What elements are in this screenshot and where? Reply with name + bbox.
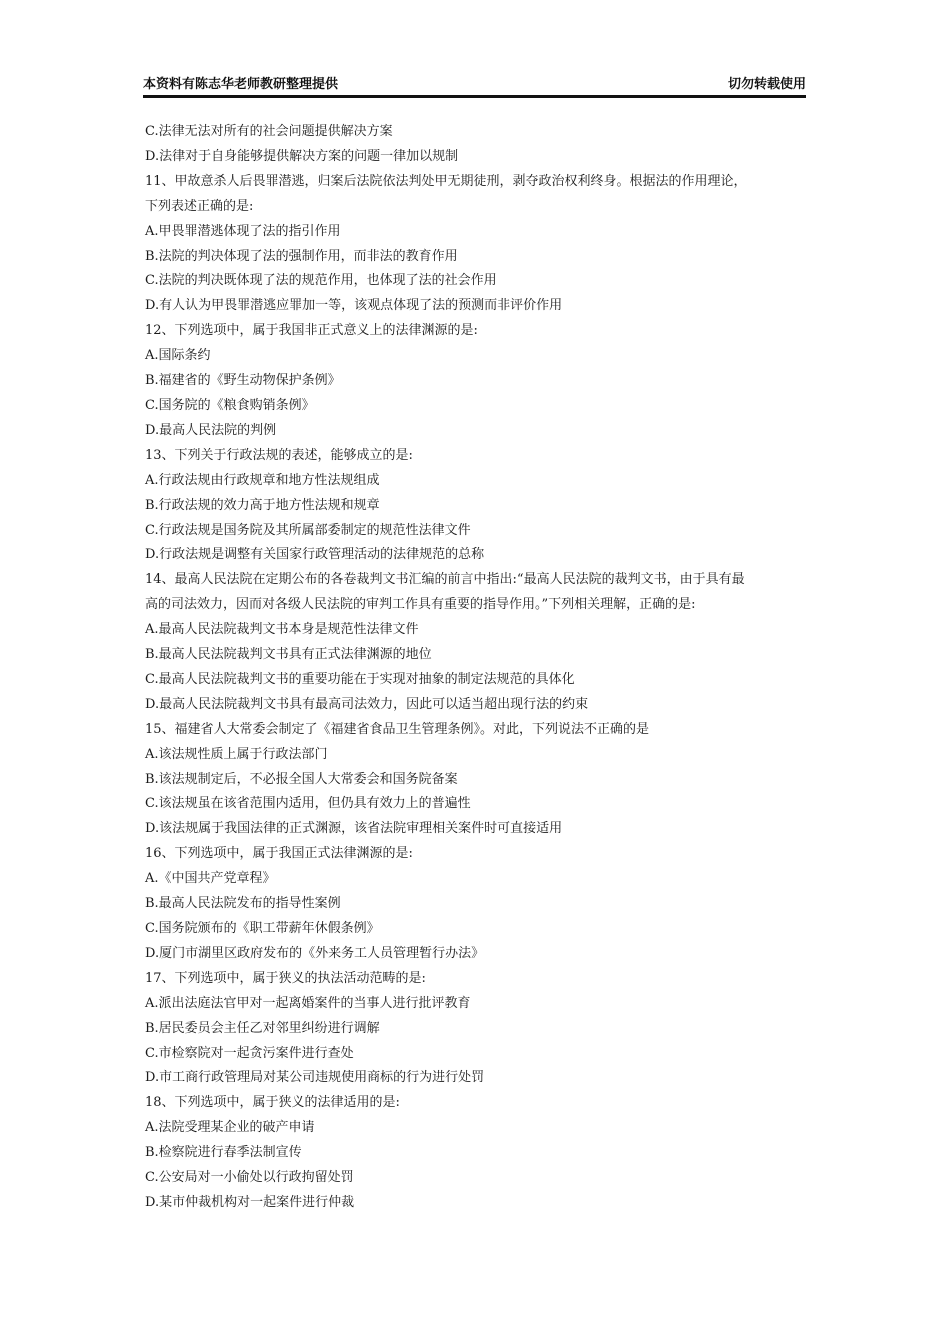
header-divider	[143, 95, 806, 98]
text-line: B.居民委员会主任乙对邻里纠纷进行调解	[145, 1020, 380, 1036]
text-line: B.法院的判决体现了法的强制作用，而非法的教育作用	[145, 248, 458, 264]
text-line: D.最高人民法院裁判文书具有最高司法效力，因此可以适当超出现行法的约束	[145, 696, 589, 712]
text-line: A.派出法庭法官甲对一起离婚案件的当事人进行批评教育	[145, 995, 471, 1011]
text-line: D.法律对于自身能够提供解决方案的问题一律加以规制	[145, 148, 459, 164]
document-body	[145, 120, 810, 1216]
text-line: C.市检察院对一起贪污案件进行查处	[145, 1045, 354, 1061]
text-line: 14、最高人民法院在定期公布的各卷裁判文书汇编的前言中指出:“最高人民法院的裁判文书，由于具有最	[145, 572, 745, 588]
text-line: B.该法规制定后，不必报全国人大常委会和国务院备案	[145, 771, 458, 787]
text-line: A.该法规性质上属于行政法部门	[145, 746, 328, 762]
text-line: D.该法规属于我国法律的正式渊源，该省法院审理相关案件时可直接适用	[145, 821, 563, 837]
text-line: D.最高人民法院的判例	[145, 422, 277, 438]
text-line: C.法院的判决既体现了法的规范作用，也体现了法的社会作用	[145, 273, 497, 289]
text-line: D.厦门市湖里区政府发布的《外来务工人员管理暂行办法》	[145, 945, 485, 961]
text-line: 下列表述正确的是:	[145, 198, 254, 214]
text-line: C.国务院的《粮食购销条例》	[145, 397, 315, 413]
text-line: A.最高人民法院裁判文书本身是规范性法律文件	[145, 622, 419, 638]
text-line: B.福建省的《野生动物保护条例》	[145, 373, 341, 389]
header-right-text: 切勿转载使用	[727, 77, 806, 92]
text-line: C.最高人民法院裁判文书的重要功能在于实现对抽象的制定法规范的具体化	[145, 671, 575, 687]
text-line: 11、甲故意杀人后畏罪潜逃，归案后法院依法判处甲无期徒刑，剥夺政治权利终身。根据法的作用理论，	[145, 173, 747, 189]
text-line: C.行政法规是国务院及其所属部委制定的规范性法律文件	[145, 522, 471, 538]
text-line: B.检察院进行春季法制宣传	[145, 1145, 302, 1161]
text-line: 17、下列选项中，属于狭义的执法活动范畴的是:	[145, 970, 426, 986]
text-line: A.国际条约	[145, 348, 211, 364]
text-line: A.甲畏罪潜逃体现了法的指引作用	[145, 223, 341, 239]
text-line: B.行政法规的效力高于地方性法规和规章	[145, 497, 380, 513]
text-line: C.法律无法对所有的社会问题提供解决方案	[145, 124, 393, 139]
text-line: A.行政法规由行政规章和地方性法规组成	[145, 472, 380, 488]
text-line: A.《中国共产党章程》	[145, 871, 276, 887]
text-line: C.该法规虽在该省范围内适用，但仍具有效力上的普遍性	[145, 796, 471, 812]
text-line: 16、下列选项中，属于我国正式法律渊源的是:	[145, 846, 413, 862]
text-line: C.国务院颁布的《职工带薪年休假条例》	[145, 921, 380, 936]
text-line: D.有人认为甲畏罪潜逃应罪加一等，该观点体现了法的预测而非评价作用	[145, 298, 563, 314]
text-line: A.法院受理某企业的破产申请	[145, 1120, 315, 1136]
text-line: 15、福建省人大常委会制定了《福建省食品卫生管理条例》。对此，下列说法不正确的是	[145, 721, 650, 737]
text-line: 18、下列选项中，属于狭义的法律适用的是:	[145, 1095, 400, 1111]
page-header	[143, 72, 806, 92]
text-line: 高的司法效力，因而对各级人民法院的审判工作具有重要的指导作用。”下列相关理解，正确的是:	[145, 597, 696, 613]
text-line: D.行政法规是调整有关国家行政管理活动的法律规范的总称	[145, 547, 485, 563]
text-line: B.最高人民法院发布的指导性案例	[145, 896, 341, 912]
text-line: D.市工商行政管理局对某公司违规使用商标的行为进行处罚	[145, 1070, 485, 1086]
text-line: 12、下列选项中，属于我国非正式意义上的法律渊源的是:	[145, 323, 478, 339]
text-line: B.最高人民法院裁判文书具有正式法律渊源的地位	[145, 647, 432, 663]
text-line: D.某市仲裁机构对一起案件进行仲裁	[145, 1194, 355, 1210]
text-line: 13、下列关于行政法规的表述，能够成立的是:	[145, 447, 413, 463]
header-left-text: 本资料有陈志华老师教研整理提供	[143, 77, 339, 92]
text-line: C.公安局对一小偷处以行政拘留处罚	[145, 1170, 354, 1186]
